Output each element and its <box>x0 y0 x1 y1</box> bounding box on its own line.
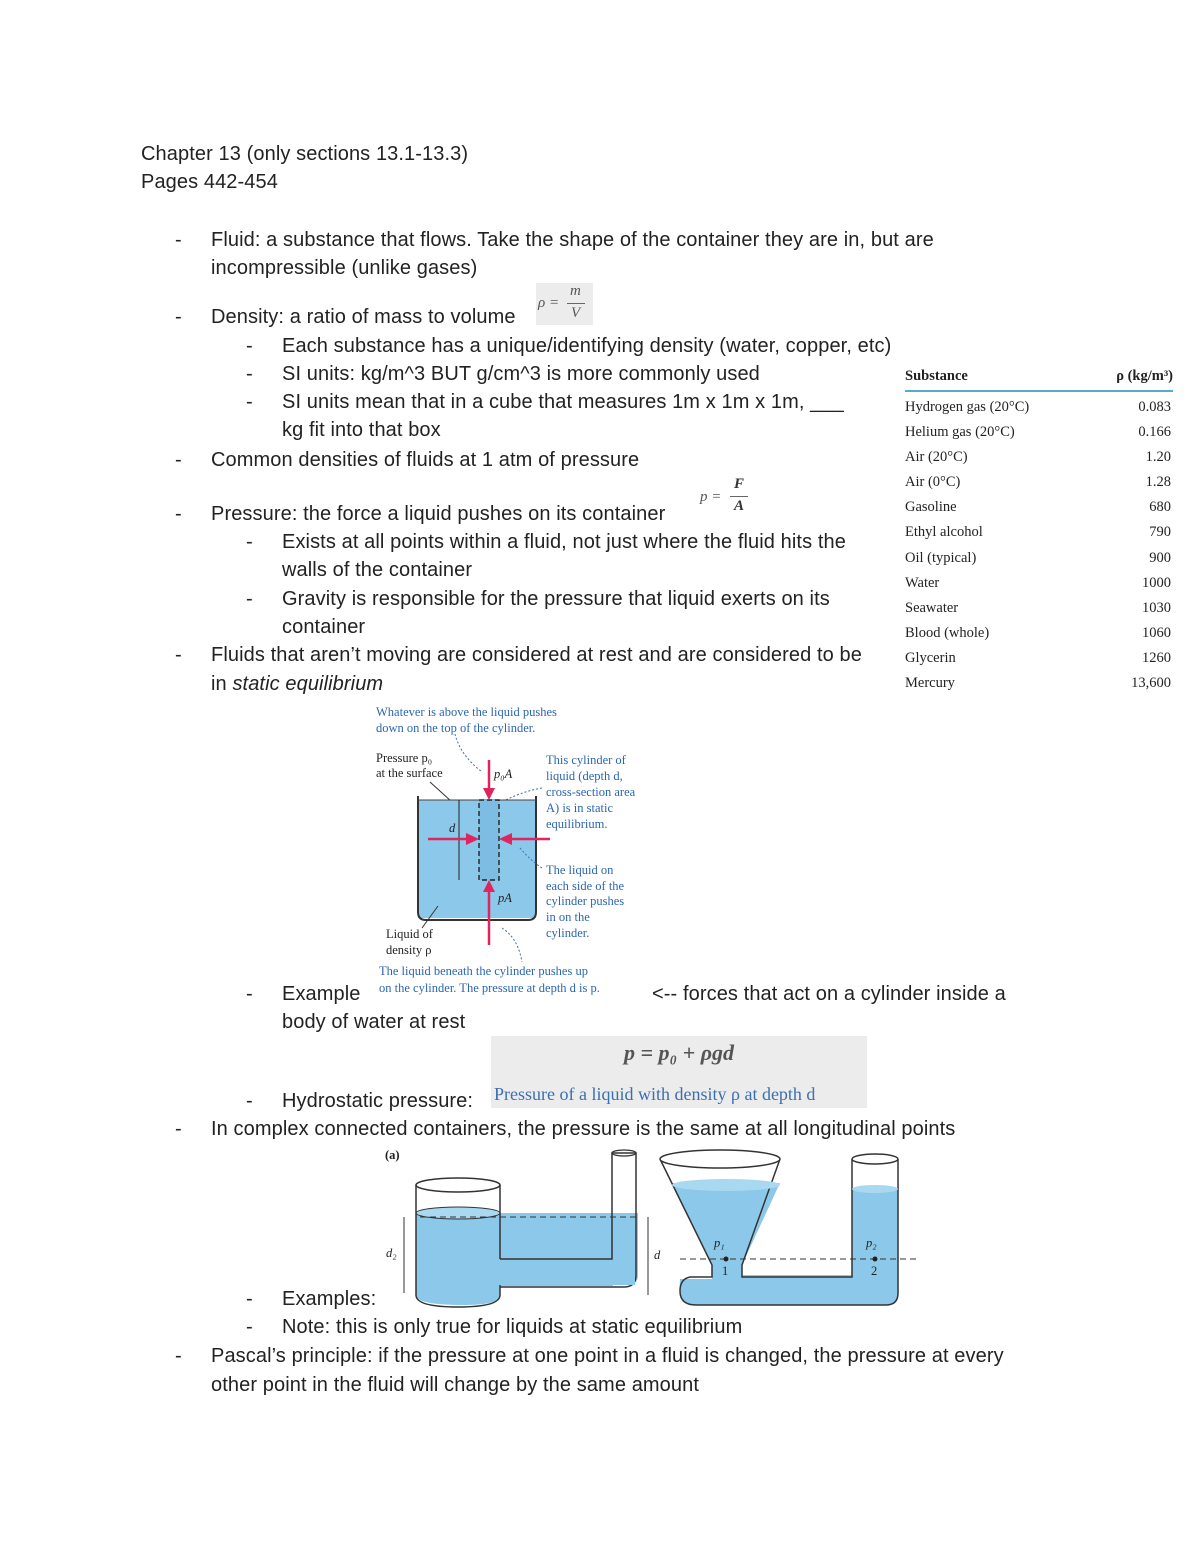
fig-n2-label: 2 <box>871 1264 878 1278</box>
table-row <box>905 571 1173 596</box>
bullet-common-densities: Common densities of fluids at 1 atm of pressure <box>211 449 640 471</box>
fig-p1-label: p₁ <box>714 1236 725 1250</box>
fig-cyl-caption-1: This cylinder of <box>546 753 626 767</box>
bullet-examples: Examples: <box>282 1288 377 1310</box>
substance-density: 0.166 <box>1138 424 1171 441</box>
substance-name: Mercury <box>905 675 955 692</box>
bullet-rest-line1: Fluids that aren’t moving are considered at rest and are considered to be <box>211 644 863 666</box>
bullet-dash: - <box>246 983 253 1005</box>
bullet-density-sub3-line2: kg fit into that box <box>282 419 441 441</box>
cylinder-forces-figure <box>370 700 660 1000</box>
density-formula <box>536 283 593 325</box>
bullet-note: Note: this is only true for liquids at static equilibrium <box>282 1316 743 1338</box>
funnel-surface <box>672 1179 780 1191</box>
bullet-dash: - <box>246 1288 253 1310</box>
col-rho: ρ (kg/m³) <box>1116 368 1173 384</box>
bullet-dash: - <box>175 644 182 666</box>
pages-range: Pages 442-454 <box>141 171 278 193</box>
bullet-dash: - <box>246 335 253 357</box>
fig-side-caption-1: The liquid on <box>546 863 614 877</box>
left-tank-surface <box>416 1207 500 1219</box>
substance-density: 0.083 <box>1138 399 1171 415</box>
density-table-header <box>905 368 1173 392</box>
col-substance: Substance <box>905 368 968 384</box>
bullet-dash: - <box>175 229 182 251</box>
fraction-bar <box>567 303 585 304</box>
substance-density: 790 <box>1149 524 1171 541</box>
fig-a-label: (a) <box>385 1148 400 1162</box>
bullet-pascal-line2: other point in the fluid will change by the same amount <box>211 1374 700 1396</box>
hydrostatic-caption: Pressure of a liquid with density ρ at depth d <box>494 1084 816 1104</box>
fig-pA-label: pA <box>498 891 512 905</box>
substance-name: Water <box>905 574 940 591</box>
substance-name: Air (20°C) <box>905 449 968 466</box>
fig-top-caption-1: Whatever is above the liquid pushes <box>376 705 557 719</box>
bullet-density-sub3-line1: SI units mean that in a cube that measures 1m x 1m x 1m, ___ <box>282 391 844 413</box>
leader-line <box>430 782 452 802</box>
bullet-dash: - <box>175 306 182 328</box>
example-arrow-note: <-- forces that act on a cylinder inside a <box>652 983 1006 1005</box>
table-row <box>905 395 1173 420</box>
density-formula-lhs: ρ = <box>538 295 560 311</box>
fig-liquid-label-1: Liquid of <box>386 927 433 941</box>
bullet-dash: - <box>175 449 182 471</box>
bullet-rest-line2 <box>211 670 383 698</box>
bullet-dash: - <box>175 1345 182 1367</box>
leader-line <box>502 928 522 962</box>
bullet-density-sub2: SI units: kg/m^3 BUT g/cm^3 is more commonly used <box>282 363 760 385</box>
right-tube-surface <box>852 1185 898 1193</box>
static-equilibrium-term: static equilibrium <box>232 673 384 695</box>
bullet-dash: - <box>175 503 182 525</box>
bullet-fluid-line1: Fluid: a substance that flows. Take the shape of the container they are in, but are <box>211 229 934 251</box>
bullet-dash: - <box>246 391 253 413</box>
table-row <box>905 420 1173 445</box>
table-row <box>905 495 1173 520</box>
substance-name: Seawater <box>905 599 959 616</box>
table-row <box>905 671 1173 696</box>
bullet-pressure-sub1-line2: walls of the container <box>282 559 473 581</box>
right-tube-rim <box>852 1154 898 1164</box>
fig-p0-label-2: at the surface <box>376 766 443 780</box>
substance-density: 13,600 <box>1131 675 1171 692</box>
bullet-dash: - <box>246 1316 253 1338</box>
bullet-dash: - <box>246 1090 253 1112</box>
pressure-formula-num: F <box>734 476 745 492</box>
fig-bottom-caption-2: on the cylinder. The pressure at depth d is p. <box>379 981 600 995</box>
fig-side-caption-3: cylinder pushes <box>546 894 625 908</box>
liquid-cylinder <box>479 800 499 880</box>
fig-cyl-caption-2: liquid (depth d, <box>546 769 623 783</box>
fig-d2-label: d₂ <box>386 1246 397 1260</box>
density-formula-num: m <box>570 283 581 299</box>
bullet-example-line2: body of water at rest <box>282 1011 466 1033</box>
bullet-dash: - <box>246 363 253 385</box>
density-formula-den: V <box>571 305 581 321</box>
fig-side-caption-2: each side of the <box>546 879 625 893</box>
rest-in-text: in <box>211 673 233 695</box>
bullet-pascal-line1: Pascal’s principle: if the pressure at one point in a fluid is changed, the pressure at every <box>211 1345 1004 1367</box>
table-row <box>905 520 1173 545</box>
bullet-dash: - <box>246 588 253 610</box>
bullet-fluid-line2: incompressible (unlike gases) <box>211 257 478 279</box>
leader-line <box>455 734 482 772</box>
bullet-pressure-sub2-line2: container <box>282 616 366 638</box>
pressure-formula <box>700 476 752 520</box>
bullet-hydrostatic: Hydrostatic pressure: <box>282 1090 474 1112</box>
bullet-density: Density: a ratio of mass to volume <box>211 306 516 328</box>
pressure-formula-lhs: p = <box>700 489 722 505</box>
substance-name: Glycerin <box>905 649 956 666</box>
hydrostatic-formula <box>491 1036 867 1108</box>
substance-density: 1260 <box>1142 649 1171 666</box>
substance-name: Air (0°C) <box>905 474 961 491</box>
fig-d-label: d <box>449 821 456 835</box>
table-row <box>905 646 1173 671</box>
fig-liquid-label-2: density ρ <box>386 943 432 957</box>
table-row <box>905 445 1173 470</box>
right-system-liquid <box>672 1183 898 1305</box>
fig-p2-label: p₂ <box>866 1236 877 1250</box>
fig-p0A-label: p₀A <box>494 767 513 781</box>
substance-density: 1.28 <box>1145 474 1171 491</box>
bullet-pressure-sub2-line1: Gravity is responsible for the pressure that liquid exerts on its <box>282 588 830 610</box>
liquid-body <box>418 800 536 918</box>
substance-name: Ethyl alcohol <box>905 524 983 541</box>
chapter-title: Chapter 13 (only sections 13.1-13.3) <box>141 143 469 165</box>
substance-density: 1.20 <box>1145 449 1171 466</box>
hydrostatic-equation: p = p₀ + ρgd <box>623 1040 735 1065</box>
point-1 <box>724 1257 729 1262</box>
bullet-complex: In complex connected containers, the pressure is the same at all longitudinal points <box>211 1118 956 1140</box>
pressure-formula-den: A <box>734 498 745 514</box>
point-2 <box>873 1257 878 1262</box>
table-row <box>905 596 1173 621</box>
funnel-rim <box>660 1150 780 1168</box>
fraction-bar <box>730 496 748 497</box>
fig-n1-label: 1 <box>722 1264 729 1278</box>
fig-bottom-caption-1: The liquid beneath the cylinder pushes up <box>379 964 588 978</box>
left-tube-liquid <box>613 1213 635 1285</box>
substance-name: Blood (whole) <box>905 624 990 641</box>
substance-density: 680 <box>1149 499 1171 516</box>
bullet-dash: - <box>246 531 253 553</box>
fig-d-label: d <box>654 1248 661 1262</box>
left-tank-rim <box>416 1178 500 1192</box>
substance-name: Hydrogen gas (20°C) <box>905 399 1030 415</box>
arrow-down-head <box>483 788 495 800</box>
fig-cyl-caption-3: cross-section area <box>546 785 636 799</box>
fig-p0-label-1: Pressure p₀ <box>376 751 433 765</box>
substance-density: 1060 <box>1142 624 1171 641</box>
left-connector-liquid <box>501 1260 613 1286</box>
table-row <box>905 546 1173 571</box>
substance-density: 1000 <box>1142 574 1171 591</box>
bullet-example-line1: Example <box>282 983 361 1005</box>
fig-side-caption-4: in on the <box>546 910 590 924</box>
fig-top-caption-2: down on the top of the cylinder. <box>376 721 536 735</box>
bullet-pressure-sub1-line1: Exists at all points within a fluid, not just where the fluid hits the <box>282 531 846 553</box>
bullet-density-sub1: Each substance has a unique/identifying density (water, copper, etc) <box>282 335 892 357</box>
table-row <box>905 621 1173 646</box>
substance-name: Gasoline <box>905 499 957 516</box>
substance-name: Helium gas (20°C) <box>905 424 1015 441</box>
substance-name: Oil (typical) <box>905 549 977 566</box>
fig-side-caption-5: cylinder. <box>546 926 590 940</box>
fig-cyl-caption-5: equilibrium. <box>546 817 608 831</box>
connected-containers-figure <box>380 1145 920 1310</box>
table-row <box>905 470 1173 495</box>
density-table <box>905 368 1173 696</box>
substance-density: 900 <box>1149 549 1171 566</box>
fig-cyl-caption-4: A) is in static <box>546 801 614 815</box>
bullet-dash: - <box>175 1118 182 1140</box>
bullet-pressure: Pressure: the force a liquid pushes on its container <box>211 503 666 525</box>
substance-density: 1030 <box>1142 599 1171 616</box>
